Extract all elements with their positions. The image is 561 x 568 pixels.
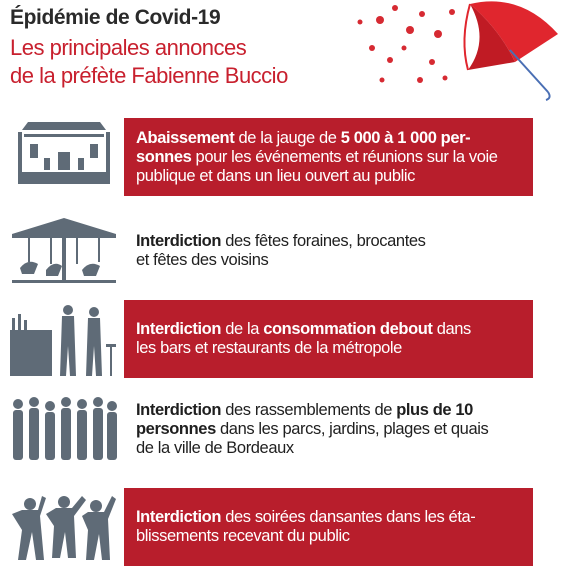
announcement-text-bold: plus de 10: [396, 400, 473, 419]
announcement-text-bold: personnes: [136, 419, 216, 438]
dancers-icon: [8, 490, 120, 564]
umbrella-virus-illustration: [320, 0, 561, 105]
page-title: Épidémie de Covid-19: [10, 6, 221, 29]
announcement-line: [136, 420, 525, 439]
announcement-text: de la: [221, 320, 264, 338]
announcement-line: [136, 251, 525, 270]
announcement-row-2: [0, 214, 561, 290]
announcement-text: de la ville de Bordeaux: [136, 438, 294, 457]
announcement-row-5: [0, 488, 561, 566]
announcement-text: dans: [432, 320, 471, 338]
announcement-line: [136, 339, 525, 358]
carousel-icon: [8, 216, 120, 288]
announcement-line: [136, 320, 525, 339]
announcement-row-4: [0, 388, 561, 470]
announcement-text: les bars et restaurants de la métropole: [136, 339, 402, 357]
announcement-text-bold: Abaissement: [136, 128, 235, 147]
announcement-text: des soirées dansantes dans les éta-: [221, 508, 476, 526]
subtitle-line-1: Les principales annonces: [10, 35, 247, 60]
announcement-box-2: [124, 226, 533, 276]
announcement-line: [136, 232, 525, 251]
announcement-box-3: [124, 300, 533, 378]
announcement-line: [136, 508, 525, 527]
announcement-text: des rassemblements de: [221, 400, 397, 419]
announcement-text-bold: Interdiction: [136, 508, 222, 526]
announcement-text: publique et dans un lieu ouvert au public: [136, 166, 415, 185]
announcement-box-1: [124, 118, 533, 196]
announcement-text-bold: Interdiction: [136, 320, 222, 338]
virus-icon: [358, 5, 456, 83]
umbrella-icon: [464, 1, 558, 100]
announcement-line: [136, 167, 525, 186]
announcement-text-bold: Interdiction: [136, 232, 222, 250]
announcement-row-3: [0, 300, 561, 378]
announcement-box-4: [124, 394, 533, 464]
announcement-line: [136, 439, 525, 458]
announcement-line: [136, 148, 525, 167]
announcement-line: [136, 401, 525, 420]
announcement-text: de la jauge de: [234, 128, 341, 147]
announcement-row-1: [0, 118, 561, 196]
announcement-text: des fêtes foraines, brocantes: [221, 232, 426, 250]
announcement-box-5: [124, 488, 533, 566]
bar-people-icon: [8, 300, 120, 378]
subtitle-line-2: de la préfète Fabienne Buccio: [10, 63, 288, 88]
announcement-text-bold: 5 000 à 1 000 per-: [340, 128, 471, 147]
stage-icon: [8, 120, 120, 194]
page-subtitle: [10, 34, 288, 90]
announcement-text-bold: Interdiction: [136, 400, 222, 419]
announcement-text: blissements recevant du public: [136, 527, 350, 545]
announcement-line: [136, 527, 525, 546]
announcement-text-bold: consommation debout: [263, 320, 433, 338]
announcement-text: dans les parcs, jardins, plages et quais: [215, 419, 489, 438]
announcement-text-bold: sonnes: [136, 147, 192, 166]
announcement-text: et fêtes des voisins: [136, 251, 269, 269]
announcement-text: pour les événements et réunions sur la voie: [191, 147, 498, 166]
announcement-line: [136, 129, 525, 148]
crowd-icon: [8, 392, 120, 466]
